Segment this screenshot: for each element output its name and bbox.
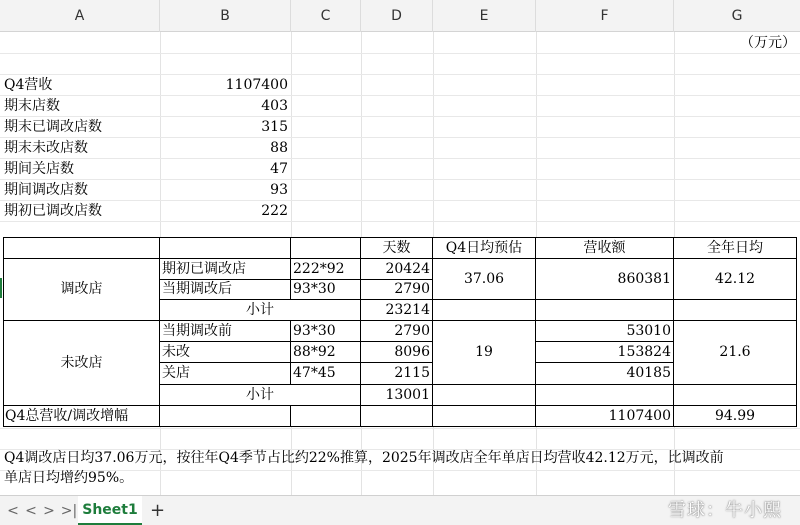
summary-value[interactable]: 1107400 xyxy=(225,77,288,93)
sheet-tab-sheet1[interactable]: Sheet1 xyxy=(78,496,142,525)
total-growth[interactable]: 94.99 xyxy=(674,406,796,426)
summary-value[interactable]: 315 xyxy=(261,119,288,135)
summary-value[interactable]: 222 xyxy=(261,203,288,219)
summary-label[interactable]: 期间关店数 xyxy=(4,161,74,177)
group1-subtotal-days[interactable]: 23214 xyxy=(361,300,432,320)
row-selection-marker xyxy=(0,278,2,298)
table-cell[interactable] xyxy=(291,406,360,426)
row-formula[interactable]: 93*30 xyxy=(291,280,360,299)
next-sheet-icon[interactable]: > xyxy=(43,503,55,519)
column-header-b[interactable]: B xyxy=(160,0,291,32)
table-cell[interactable] xyxy=(674,385,796,405)
table-cell[interactable] xyxy=(433,300,535,320)
group2-q4-avg[interactable]: 19 xyxy=(433,321,535,384)
row-sub-label[interactable]: 未改 xyxy=(160,342,290,362)
row-sub-label[interactable]: 期初已调改店 xyxy=(160,259,290,279)
row-formula[interactable]: 47*45 xyxy=(291,363,360,384)
row-days[interactable]: 2115 xyxy=(361,363,432,384)
gridline xyxy=(0,428,800,429)
row-revenue[interactable]: 153824 xyxy=(536,342,673,362)
summary-label[interactable]: 期末未改店数 xyxy=(4,140,88,156)
prev-sheet-icon[interactable]: < xyxy=(25,503,37,519)
group-label-unadjusted[interactable]: 未改店 xyxy=(4,321,159,405)
row-days[interactable]: 20424 xyxy=(361,259,432,279)
header-revenue[interactable]: 营收额 xyxy=(536,238,673,258)
table-cell[interactable] xyxy=(4,238,159,258)
last-sheet-icon[interactable]: >| xyxy=(60,503,78,519)
header-annual-avg[interactable]: 全年日均 xyxy=(674,238,796,258)
total-revenue[interactable]: 1107400 xyxy=(536,406,673,426)
first-sheet-icon[interactable]: < xyxy=(7,503,19,519)
table-cell[interactable] xyxy=(433,385,535,405)
row-sub-label[interactable]: 关店 xyxy=(160,363,290,384)
sheet-tab-bar xyxy=(0,495,800,525)
group2-subtotal-days[interactable]: 13001 xyxy=(361,385,432,405)
summary-value[interactable]: 47 xyxy=(270,161,288,177)
group1-q4-avg[interactable]: 37.06 xyxy=(433,259,535,299)
header-days[interactable]: 天数 xyxy=(361,238,432,258)
row-revenue[interactable]: 53010 xyxy=(536,321,673,341)
column-header-f[interactable]: F xyxy=(536,0,674,32)
table-cell[interactable] xyxy=(160,238,290,258)
summary-value[interactable]: 93 xyxy=(270,182,288,198)
group1-revenue[interactable]: 860381 xyxy=(536,259,673,299)
column-header-a[interactable]: A xyxy=(0,0,160,32)
watermark: 雪球：牛小熙 xyxy=(668,500,782,521)
summary-label[interactable]: 期末已调改店数 xyxy=(4,119,102,135)
group-label-adjusted[interactable]: 调改店 xyxy=(4,259,159,320)
column-header-g[interactable]: G xyxy=(731,8,743,24)
summary-value[interactable]: 88 xyxy=(270,140,288,156)
summary-label[interactable]: 期初已调改店数 xyxy=(4,203,102,219)
column-header-d[interactable]: D xyxy=(361,0,433,32)
row-days[interactable]: 8096 xyxy=(361,342,432,362)
total-label[interactable]: Q4总营收/调改增幅 xyxy=(4,406,159,426)
group1-subtotal-label[interactable]: 小计 xyxy=(160,300,360,320)
table-cell[interactable] xyxy=(291,238,360,258)
column-header-row xyxy=(0,0,800,32)
table-cell[interactable] xyxy=(536,300,673,320)
summary-label[interactable]: Q4营收 xyxy=(4,77,53,93)
table-cell[interactable] xyxy=(160,406,290,426)
row-days[interactable]: 2790 xyxy=(361,280,432,299)
table-cell[interactable] xyxy=(536,385,673,405)
table-cell[interactable] xyxy=(361,406,432,426)
row-revenue[interactable]: 40185 xyxy=(536,363,673,384)
table-cell[interactable] xyxy=(674,300,796,320)
row-formula[interactable]: 93*30 xyxy=(291,321,360,341)
note-line-1[interactable]: Q4调改店日均37.06万元，按往年Q4季节占比约22%推算，2025年调改店全年单店日均营收42.12万元，比调改前 xyxy=(4,450,724,466)
note-line-2[interactable]: 单店日均增约95%。 xyxy=(4,470,134,486)
header-q4-avg[interactable]: Q4日均预估 xyxy=(433,238,535,258)
group2-annual-avg[interactable]: 21.6 xyxy=(674,321,796,384)
row-formula[interactable]: 222*92 xyxy=(291,259,360,279)
column-header-e[interactable]: E xyxy=(433,0,536,32)
sheet-grid[interactable] xyxy=(0,32,800,495)
add-sheet-icon[interactable]: + xyxy=(150,500,166,521)
group1-annual-avg[interactable]: 42.12 xyxy=(674,259,796,299)
column-header-c[interactable]: C xyxy=(291,0,361,32)
row-days[interactable]: 2790 xyxy=(361,321,432,341)
summary-label[interactable]: 期末店数 xyxy=(4,98,60,114)
row-sub-label[interactable]: 当期调改后 xyxy=(160,280,290,299)
unit-note[interactable]: （万元） xyxy=(740,35,796,51)
group2-subtotal-label[interactable]: 小计 xyxy=(160,385,360,405)
table-cell[interactable] xyxy=(433,406,535,426)
summary-label[interactable]: 期间调改店数 xyxy=(4,182,88,198)
summary-value[interactable]: 403 xyxy=(261,98,288,114)
row-formula[interactable]: 88*92 xyxy=(291,342,360,362)
row-sub-label[interactable]: 当期调改前 xyxy=(160,321,290,341)
